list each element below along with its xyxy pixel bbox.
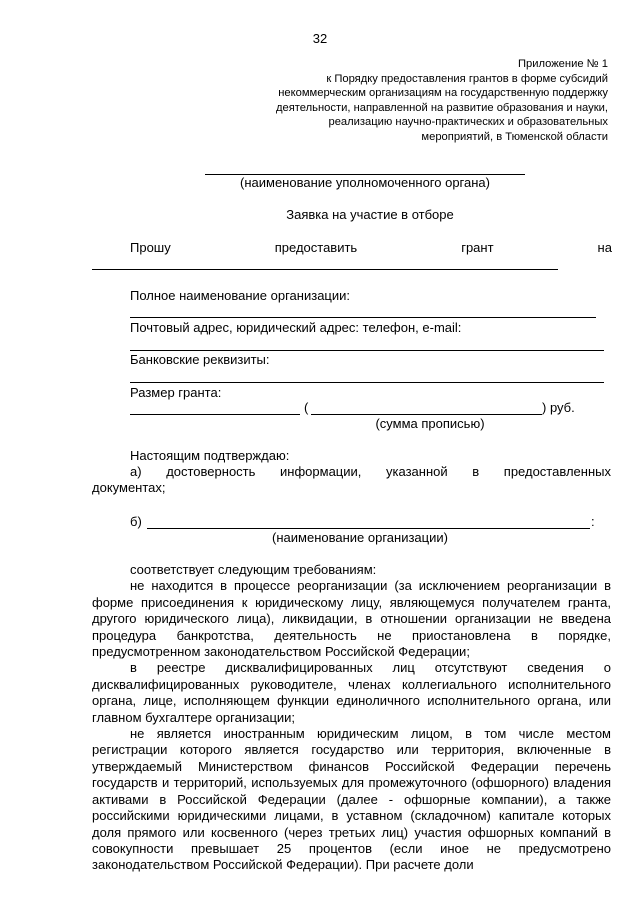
appendix-line: некоммерческим организациям на государственную поддержку bbox=[278, 87, 608, 100]
appendix-header bbox=[208, 57, 608, 145]
org-name-line[interactable] bbox=[130, 317, 596, 318]
application-title: Заявка на участие в отборе bbox=[286, 207, 454, 222]
bank-line[interactable] bbox=[130, 382, 604, 383]
page-number: 32 bbox=[312, 31, 328, 46]
authority-caption: (наименование уполномоченного органа) bbox=[240, 175, 490, 190]
grant-size-label: Размер гранта: bbox=[130, 385, 222, 400]
grant-sum-caption: (сумма прописью) bbox=[375, 416, 485, 431]
item-b-org-line[interactable] bbox=[147, 528, 590, 529]
confirm-intro: Настоящим подтверждаю: bbox=[130, 448, 290, 463]
address-line[interactable] bbox=[130, 350, 604, 351]
bank-label: Банковские реквизиты: bbox=[130, 352, 270, 367]
item-a-tail: документах; bbox=[92, 480, 166, 495]
appendix-line: деятельности, направленной на развитие образования и науки, bbox=[275, 101, 608, 114]
grant-words-line[interactable] bbox=[311, 414, 542, 415]
requirements-text bbox=[92, 562, 611, 874]
item-a-word: информации, bbox=[280, 464, 362, 479]
request-word: грант bbox=[461, 240, 494, 255]
item-a-word: а) bbox=[130, 464, 142, 479]
item-a-word: достоверность bbox=[166, 464, 256, 479]
org-name-label: Полное наименование организации: bbox=[130, 288, 351, 303]
address-label: Почтовый адрес, юридический адрес: телефон, e-mail: bbox=[130, 320, 462, 335]
requirement-paragraph: не является иностранным юридическим лицом, в том числе местом регистрации которого является государство или территория, включенные в утверждаемый Министерством финансов Российской Федерации перечень государств и территорий, используемых для промежуточного (офшорного) владения активами в Российской Федерации (далее - офшорные компании), а также российскими юридическими лицами, в уставном (складочном) капитале которых доля прямого или косвенного (через третьих лиц) участия офшорных компаний в совокупности превышает 25 процентов (если иное не предусмотрено законодательством Российской Федерации). При расчете доли bbox=[92, 726, 611, 873]
grant-purpose-line[interactable] bbox=[92, 269, 558, 270]
item-b-colon: : bbox=[591, 514, 595, 529]
requirement-paragraph: в реестре дисквалифицированных лиц отсутствуют сведения о дисквалифицированных руководителе, членах коллегиального исполнительного органа, лице, исполняющем функции единоличного исполнительного органа, или главном бухгалтере организации; bbox=[92, 660, 611, 725]
request-word: на bbox=[597, 240, 612, 255]
grant-amount-line[interactable] bbox=[130, 414, 300, 415]
grant-currency: ) руб. bbox=[542, 400, 575, 415]
request-word: предоставить bbox=[274, 240, 358, 255]
org-caption: (наименование организации) bbox=[272, 530, 448, 545]
grant-open-paren: ( bbox=[304, 400, 309, 415]
item-a-word: указанной bbox=[386, 464, 448, 479]
requirements-intro: соответствует следующим требованиям: bbox=[130, 562, 377, 577]
appendix-line: реализацию научно-практических и образовательных bbox=[328, 116, 608, 129]
appendix-line: к Порядку предоставления грантов в форме субсидий bbox=[326, 72, 608, 85]
request-word: Прошу bbox=[130, 240, 171, 255]
item-a-word: в bbox=[472, 464, 480, 479]
item-b-prefix: б) bbox=[130, 514, 142, 529]
requirement-paragraph: не находится в процессе реорганизации (за исключением реорганизации в форме присоединения к юридическому лицу, являющемуся получателем гранта, другого юридического лица), ликвидации, в отношении организации не введена процедура банкротства, деятельность не приостановлена в порядке, предусмотренном законодательством Российской Федерации; bbox=[92, 578, 611, 660]
item-a-word: предоставленных bbox=[503, 464, 611, 479]
request-line bbox=[130, 240, 612, 256]
appendix-line: Приложение № 1 bbox=[517, 58, 608, 70]
appendix-line: мероприятий, в Тюменской области bbox=[421, 130, 608, 143]
confirm-item-a bbox=[130, 464, 611, 480]
